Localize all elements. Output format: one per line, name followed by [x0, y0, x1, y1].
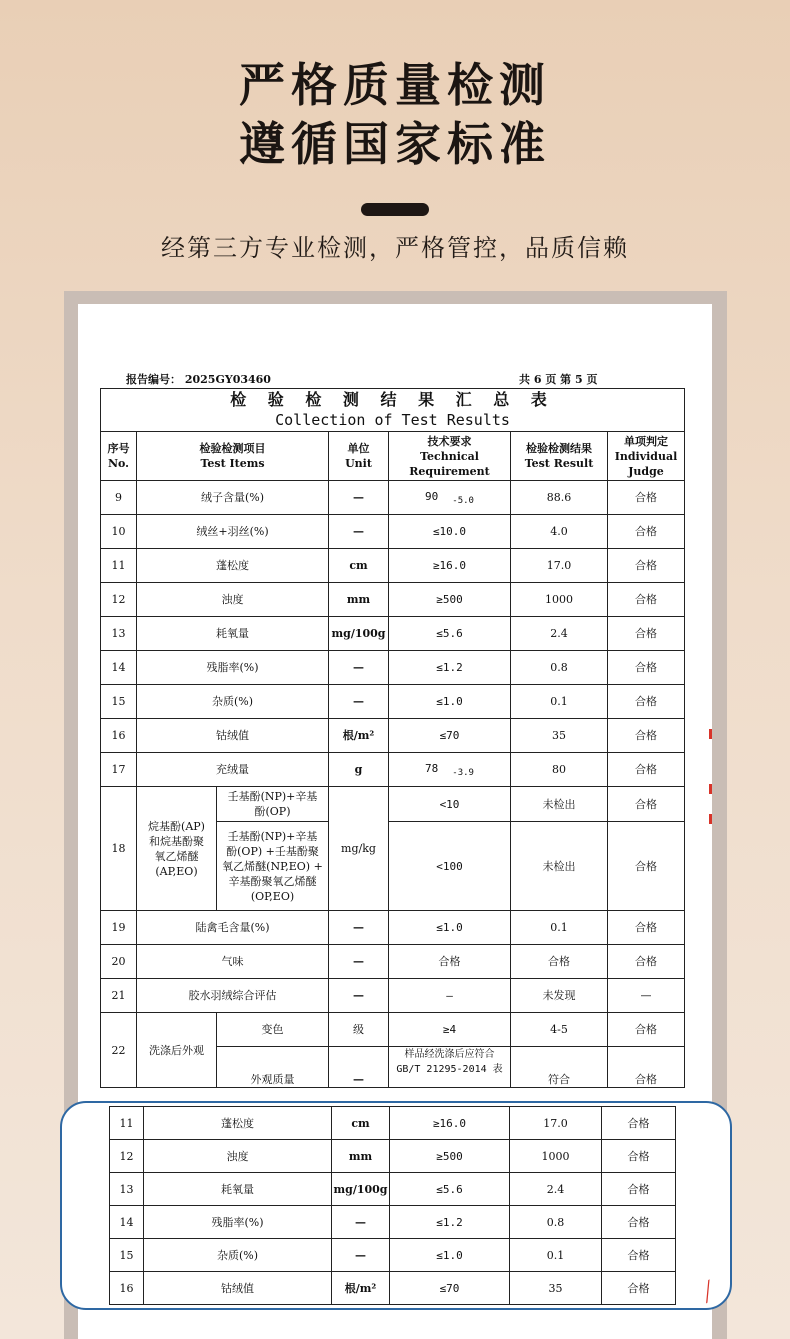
cell-unit: mm	[332, 1140, 390, 1173]
cell-requirement: ≤1.2	[390, 1206, 510, 1239]
cell-judge: 合格	[608, 753, 685, 787]
cell-no: 21	[101, 979, 137, 1013]
cell-no: 13	[101, 617, 137, 651]
cell-no: 15	[101, 685, 137, 719]
cell-group: 烷基酚(AP) 和烷基酚聚 氧乙烯醚 (AP,EO)	[137, 787, 217, 911]
cell-unit: 根/m²	[332, 1272, 390, 1305]
column-header: 单位 Unit	[329, 432, 389, 481]
cell-no: 20	[101, 945, 137, 979]
cell-result: 1000	[511, 583, 608, 617]
zoom-callout	[60, 1101, 732, 1310]
cell-no: 10	[101, 515, 137, 549]
cell-no: 11	[110, 1107, 144, 1140]
cell-no: 12	[101, 583, 137, 617]
cell-judge: 合格	[602, 1239, 676, 1272]
cell-unit: —	[329, 515, 389, 549]
cell-result: 1000	[510, 1140, 602, 1173]
cell-judge: 合格	[608, 651, 685, 685]
cell-unit: mg/kg	[329, 787, 389, 911]
cell-group: 洗涤后外观	[137, 1013, 217, 1088]
zoom-row	[110, 1173, 676, 1206]
cell-requirement: <100	[389, 822, 511, 911]
cell-no: 18	[101, 787, 137, 911]
cell-requirement	[389, 719, 511, 753]
table-row	[101, 685, 685, 719]
cell-requirement: ≤5.6	[390, 1173, 510, 1206]
cell-item: 绒丝+羽丝(%)	[137, 515, 329, 549]
cell-unit: —	[332, 1239, 390, 1272]
cell-unit: —	[329, 685, 389, 719]
cell-item: 外观质量	[217, 1047, 329, 1088]
table-title-en: Collection of Test Results	[275, 411, 510, 429]
cell-no: 13	[110, 1173, 144, 1206]
cell-no: 16	[110, 1272, 144, 1305]
divider-bar	[361, 203, 429, 216]
cell-result: 合格	[511, 945, 608, 979]
cell-no: 15	[110, 1239, 144, 1272]
table-row	[101, 945, 685, 979]
table-row	[101, 481, 685, 515]
cell-result: 0.8	[511, 651, 608, 685]
cell-judge: —	[608, 979, 685, 1013]
zoom-row	[110, 1239, 676, 1272]
cell-requirement: ≤1.0	[390, 1239, 510, 1272]
requirement-value: 90	[425, 490, 439, 503]
cell-judge: 合格	[608, 945, 685, 979]
cell-unit: —	[329, 481, 389, 515]
cell-judge: 合格	[602, 1107, 676, 1140]
cell-judge: 合格	[608, 617, 685, 651]
requirement-value: ≤1.0	[436, 695, 463, 708]
cell-unit: —	[329, 945, 389, 979]
cell-requirement: <10	[389, 787, 511, 822]
requirement-value: ≤70	[439, 729, 460, 742]
cell-item: 杂质(%)	[137, 685, 329, 719]
cell-result: 35	[510, 1272, 602, 1305]
cell-requirement	[389, 685, 511, 719]
headline-line-1: 严格质量检测	[239, 58, 551, 112]
cell-unit: 级	[329, 1013, 389, 1047]
cell-requirement	[389, 515, 511, 549]
column-header: 检验检测项目 Test Items	[137, 432, 329, 481]
cell-result: 35	[511, 719, 608, 753]
cell-result: 88.6	[511, 481, 608, 515]
cell-no: 14	[110, 1206, 144, 1239]
stamp-edge-mark	[709, 784, 712, 794]
column-header: 技术要求 Technical Requirement	[389, 432, 511, 481]
table-row	[101, 549, 685, 583]
cell-judge: 合格	[608, 685, 685, 719]
cell-judge: 合格	[608, 1047, 685, 1088]
zoom-row	[110, 1206, 676, 1239]
cell-judge: 合格	[608, 583, 685, 617]
cell-judge: 合格	[608, 787, 685, 822]
cell-requirement: ≤1.0	[389, 911, 511, 945]
subtitle: 经第三方专业检测，严格管控，品质信赖	[161, 234, 629, 262]
cell-no: 14	[101, 651, 137, 685]
cell-item: 气味	[137, 945, 329, 979]
cell-no: 12	[110, 1140, 144, 1173]
cell-requirement: 合格	[389, 945, 511, 979]
cell-item: 绒子含量(%)	[137, 481, 329, 515]
requirement-tolerance: -3.9	[452, 768, 474, 778]
cell-judge: 合格	[608, 515, 685, 549]
report-number: 报告编号： 2025GY03460	[126, 373, 271, 386]
cell-judge: 合格	[608, 719, 685, 753]
cell-item: 胶水羽绒综合评估	[137, 979, 329, 1013]
cell-judge: 合格	[608, 1013, 685, 1047]
cell-no: 19	[101, 911, 137, 945]
cell-item: 变色	[217, 1013, 329, 1047]
table-row	[101, 753, 685, 787]
cell-result: 0.1	[511, 911, 608, 945]
table-row	[101, 979, 685, 1013]
cell-item: 钴绒值	[137, 719, 329, 753]
column-header: 检验检测结果 Test Result	[511, 432, 608, 481]
cell-result: 符合	[511, 1047, 608, 1088]
cell-item: 残脂率(%)	[144, 1206, 332, 1239]
cell-result: 未发现	[511, 979, 608, 1013]
table-row	[101, 787, 685, 822]
table-row	[101, 515, 685, 549]
cell-result: 80	[511, 753, 608, 787]
cell-item: 浊度	[144, 1140, 332, 1173]
requirement-value: ≤10.0	[432, 525, 467, 538]
zoom-row	[110, 1107, 676, 1140]
cell-result: 17.0	[511, 549, 608, 583]
requirement-value: 78	[425, 762, 439, 775]
cell-item: 蓬松度	[137, 549, 329, 583]
zoom-row	[110, 1272, 676, 1305]
cell-unit: —	[329, 911, 389, 945]
cell-unit: —	[332, 1206, 390, 1239]
cell-item: 充绒量	[137, 753, 329, 787]
cell-judge: 合格	[608, 481, 685, 515]
cell-unit: g	[329, 753, 389, 787]
cell-requirement	[389, 753, 511, 787]
cell-requirement: ≥500	[390, 1140, 510, 1173]
cell-unit: —	[329, 651, 389, 685]
cell-item: 浊度	[137, 583, 329, 617]
cell-item: 壬基酚(NP)+辛基 酚(OP) +壬基酚聚 氧乙烯醚(NP,EO) + 辛基酚聚氧乙烯醚 (OP,EO)	[217, 822, 329, 911]
cell-result: 未检出	[511, 787, 608, 822]
cell-unit: —	[329, 1047, 389, 1088]
cell-judge: 合格	[602, 1140, 676, 1173]
cell-judge: 合格	[608, 911, 685, 945]
cell-unit: cm	[329, 549, 389, 583]
cell-result: 17.0	[510, 1107, 602, 1140]
cell-item: 耗氧量	[144, 1173, 332, 1206]
table-title	[101, 389, 685, 432]
cell-requirement: ≥4	[389, 1013, 511, 1047]
stamp-edge-mark	[709, 814, 712, 824]
requirement-value: ≤1.2	[436, 661, 463, 674]
page-info: 共 6 页 第 5 页	[519, 373, 598, 386]
cell-result: 2.4	[510, 1173, 602, 1206]
requirement-value: ≤5.6	[436, 627, 463, 640]
cell-judge: 合格	[602, 1173, 676, 1206]
cell-unit: mm	[329, 583, 389, 617]
cell-result: 4-5	[511, 1013, 608, 1047]
cell-item: 耗氧量	[137, 617, 329, 651]
stamp-edge-mark	[709, 729, 712, 739]
table-row	[101, 651, 685, 685]
cell-judge: 合格	[602, 1272, 676, 1305]
cell-result: 未检出	[511, 822, 608, 911]
cell-unit: —	[329, 979, 389, 1013]
table-row	[101, 617, 685, 651]
table-row	[101, 911, 685, 945]
table-row	[101, 583, 685, 617]
stamp-fragment: ⟋	[693, 1275, 724, 1309]
cell-result: 4.0	[511, 515, 608, 549]
cell-result: 0.1	[510, 1239, 602, 1272]
cell-item: 蓬松度	[144, 1107, 332, 1140]
column-header: 单项判定 Individual Judge	[608, 432, 685, 481]
cell-requirement	[389, 651, 511, 685]
cell-unit: mg/100g	[332, 1173, 390, 1206]
cell-judge: 合格	[608, 822, 685, 911]
cell-unit: cm	[332, 1107, 390, 1140]
results-table	[100, 388, 685, 1088]
cell-item: 陆禽毛含量(%)	[137, 911, 329, 945]
cell-unit: mg/100g	[329, 617, 389, 651]
cell-requirement: ≥16.0	[390, 1107, 510, 1140]
zoom-row	[110, 1140, 676, 1173]
requirement-value: ≥500	[436, 593, 463, 606]
cell-result: 0.8	[510, 1206, 602, 1239]
cell-item: 钴绒值	[144, 1272, 332, 1305]
cell-requirement	[389, 617, 511, 651]
cell-no: 9	[101, 481, 137, 515]
cell-requirement	[389, 481, 511, 515]
cell-item: 壬基酚(NP)+辛基 酚(OP)	[217, 787, 329, 822]
cell-judge: 合格	[608, 549, 685, 583]
cell-item: 残脂率(%)	[137, 651, 329, 685]
table-header	[101, 432, 685, 481]
table-title-cn: 检 验 检 测 结 果 汇 总 表	[230, 390, 555, 409]
zoom-table	[109, 1106, 676, 1305]
column-header: 序号 No.	[101, 432, 137, 481]
requirement-tolerance: -5.0	[452, 496, 474, 506]
cell-result: 2.4	[511, 617, 608, 651]
table-row	[101, 1013, 685, 1047]
cell-requirement: ≤70	[390, 1272, 510, 1305]
cell-no: 11	[101, 549, 137, 583]
cell-requirement	[389, 583, 511, 617]
cell-requirement	[389, 549, 511, 583]
cell-judge: 合格	[602, 1206, 676, 1239]
table-row	[101, 719, 685, 753]
cell-no: 16	[101, 719, 137, 753]
cell-requirement: —	[389, 979, 511, 1013]
requirement-value: ≥16.0	[432, 559, 467, 572]
cell-no: 17	[101, 753, 137, 787]
cell-no: 22	[101, 1013, 137, 1088]
cell-result: 0.1	[511, 685, 608, 719]
cell-requirement: 样品经洗涤后应符合 GB/T 21295-2014 表	[389, 1047, 511, 1088]
cell-item: 杂质(%)	[144, 1239, 332, 1272]
cell-unit: 根/m²	[329, 719, 389, 753]
headline-line-2: 遵循国家标准	[239, 117, 551, 171]
